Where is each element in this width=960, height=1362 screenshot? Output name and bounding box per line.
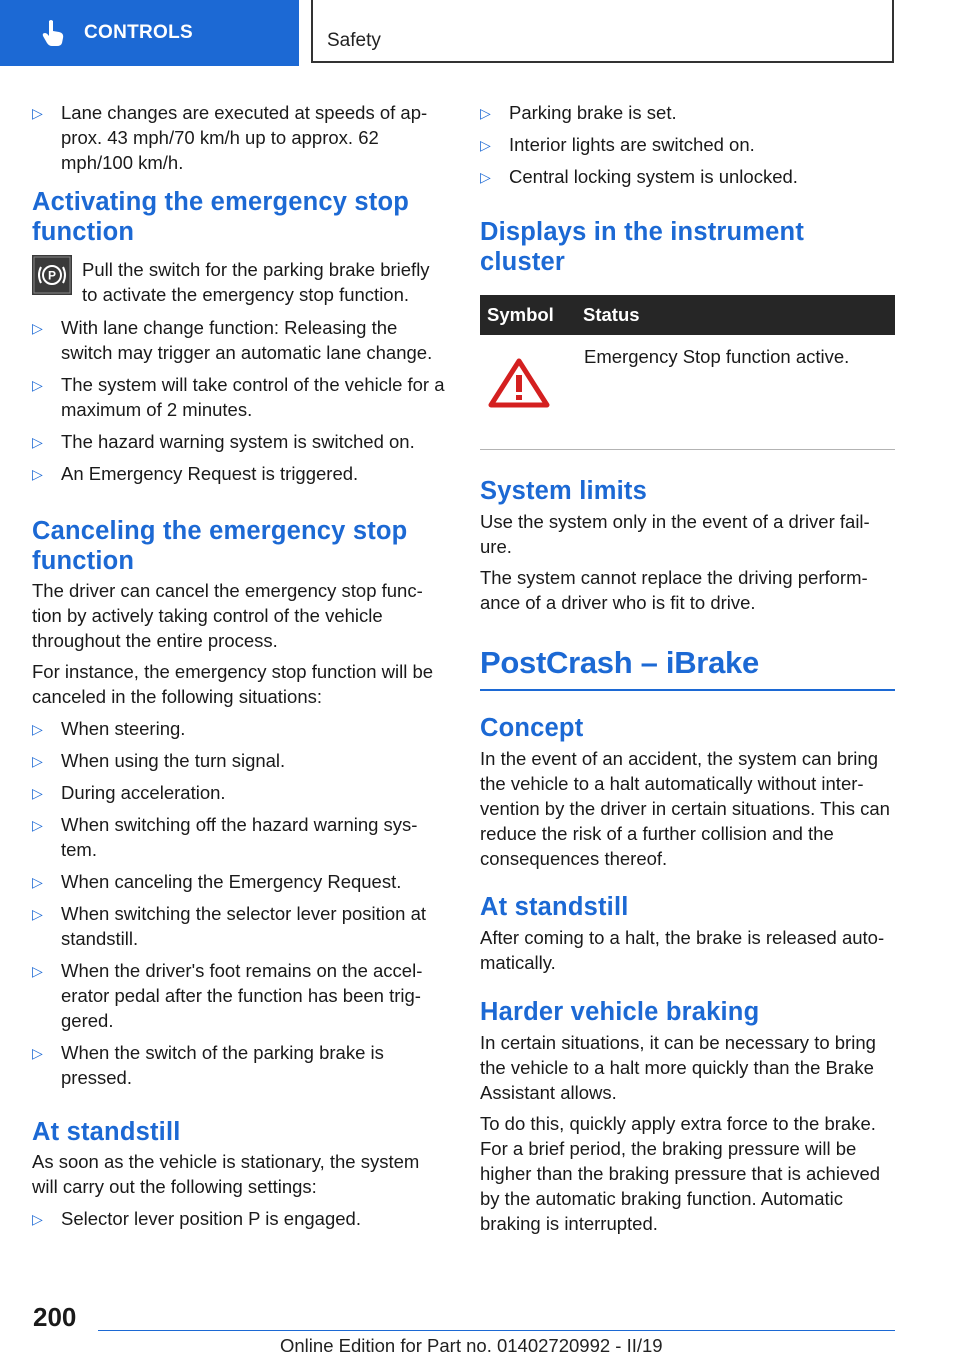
list-item: ▷ An Emergency Request is triggered. <box>32 461 446 486</box>
triangle-bullet-icon: ▷ <box>32 1211 43 1227</box>
triangle-bullet-icon: ▷ <box>32 753 43 769</box>
table-cell-status: Emergency Stop function active. <box>584 346 850 367</box>
table-row <box>480 335 895 449</box>
triangle-bullet-icon: ▷ <box>32 105 43 121</box>
list-item: ▷ The hazard warning system is switched on. <box>32 429 446 454</box>
list-item: ▷ When steering. <box>32 716 446 741</box>
triangle-bullet-icon: ▷ <box>32 817 43 833</box>
paragraph: In the event of an accident, the system can bring the vehicle to a halt automatically without inter‐vention by the driver in certain situations. This can reduce the risk of a further collision and the consequences thereof. <box>480 748 890 869</box>
paragraph: The system cannot replace the driving perform‐ance of a driver who is fit to drive. <box>480 567 868 613</box>
list-item: ▷ When the switch of the parking brake is pressed. <box>32 1042 384 1088</box>
divider <box>480 449 895 450</box>
list-item: ▷ Parking brake is set. <box>480 100 895 125</box>
paragraph: As soon as the vehicle is stationary, the system will carry out the following settings: <box>32 1151 420 1197</box>
triangle-bullet-icon: ▷ <box>32 785 43 801</box>
table-header-row <box>480 295 895 335</box>
triangle-bullet-icon: ▷ <box>32 377 43 393</box>
section-heading: Displays in the instrument cluster <box>480 218 805 276</box>
section-heading: At standstill <box>480 893 629 921</box>
triangle-bullet-icon: ▷ <box>32 906 43 922</box>
paragraph: For instance, the emergency stop function will be canceled in the following situations: <box>32 661 434 707</box>
section-heading: Canceling the emergency stop function <box>32 517 408 575</box>
section-heading: Harder vehicle braking <box>480 998 760 1026</box>
list-item: ▷ When the driver's foot remains on the accel‐erator pedal after the function has been trig‐gered. <box>32 960 423 1031</box>
section-tab-controls[interactable] <box>0 0 299 66</box>
table-header-status: Status <box>583 295 895 335</box>
footer-edition-link[interactable]: Online Edition for Part no. 01402720992 - II/19 <box>280 1335 663 1356</box>
list-item: ▷ With lane change function: Releasing the switch may trigger an automatic lane change. <box>32 317 433 363</box>
list-item: ▷ Lane changes are executed at speeds of ap‐prox. 43 mph/70 km/h up to approx. 62 mph/100 km/h. <box>32 102 428 173</box>
section-label: CONTROLS <box>84 22 194 43</box>
section-heading: Concept <box>480 714 584 742</box>
list-item: ▷ When canceling the Emergency Request. <box>32 869 446 894</box>
svg-text:P: P <box>47 268 57 283</box>
triangle-bullet-icon: ▷ <box>480 169 491 185</box>
paragraph: The driver can cancel the emergency stop func‐tion by actively taking control of the vehicle throughout the entire process. <box>32 580 423 651</box>
list-item: ▷ The system will take control of the vehicle for a maximum of 2 minutes. <box>32 374 445 420</box>
triangle-bullet-icon: ▷ <box>32 434 43 450</box>
list-item: ▷ Interior lights are switched on. <box>480 132 895 157</box>
list-item: ▷ Selector lever position P is engaged. <box>32 1206 446 1231</box>
chapter-tab-safety[interactable] <box>311 0 894 63</box>
triangle-bullet-icon: ▷ <box>32 466 43 482</box>
paragraph: Use the system only in the event of a driver fail‐ure. <box>480 511 870 557</box>
list-item: ▷ During acceleration. <box>32 780 446 805</box>
list-item: ▷ When switching the selector lever position at standstill. <box>32 903 427 949</box>
list-item: ▷ Central locking system is unlocked. <box>480 164 895 189</box>
triangle-bullet-icon: ▷ <box>32 963 43 979</box>
right-column <box>480 100 895 1242</box>
left-column <box>32 100 446 1238</box>
page-number: 200 <box>33 1302 77 1332</box>
paragraph: To do this, quickly apply extra force to the brake. For a brief period, the braking pressure will be higher than the braking pressure that is achieved by the automatic braking function. Automatic braking is interrupted. <box>480 1113 881 1234</box>
notice-block <box>32 257 446 307</box>
paragraph: In certain situations, it can be necessary to bring the vehicle to a halt more quickly than the Brake Assistant allows. <box>480 1032 876 1103</box>
page-header <box>0 0 960 66</box>
status-table <box>480 295 895 449</box>
triangle-bullet-icon: ▷ <box>32 874 43 890</box>
chapter-title: PostCrash – iBrake <box>480 643 895 691</box>
footer-divider <box>98 1330 895 1331</box>
notice-text: Pull the switch for the parking brake briefly to activate the emergency stop function. <box>82 259 430 305</box>
table-cell-symbol <box>480 335 583 449</box>
list-item: ▷ When switching off the hazard warning sys‐tem. <box>32 814 418 860</box>
paragraph: After coming to a halt, the brake is released auto‐matically. <box>480 927 885 973</box>
section-heading: System limits <box>480 477 648 505</box>
warning-triangle-icon <box>488 358 550 408</box>
section-heading: Activating the emergency stop function <box>32 188 410 246</box>
chapter-label: Safety <box>327 30 381 51</box>
triangle-bullet-icon: ▷ <box>32 320 43 336</box>
list-item: ▷ When using the turn signal. <box>32 748 446 773</box>
parking-brake-icon <box>32 255 72 295</box>
triangle-bullet-icon: ▷ <box>32 1045 43 1061</box>
triangle-bullet-icon: ▷ <box>480 105 491 121</box>
section-heading: At standstill <box>32 1118 181 1146</box>
table-header-symbol: Symbol <box>480 295 583 335</box>
triangle-bullet-icon: ▷ <box>480 137 491 153</box>
triangle-bullet-icon: ▷ <box>32 721 43 737</box>
hand-pointer-icon <box>42 19 66 47</box>
